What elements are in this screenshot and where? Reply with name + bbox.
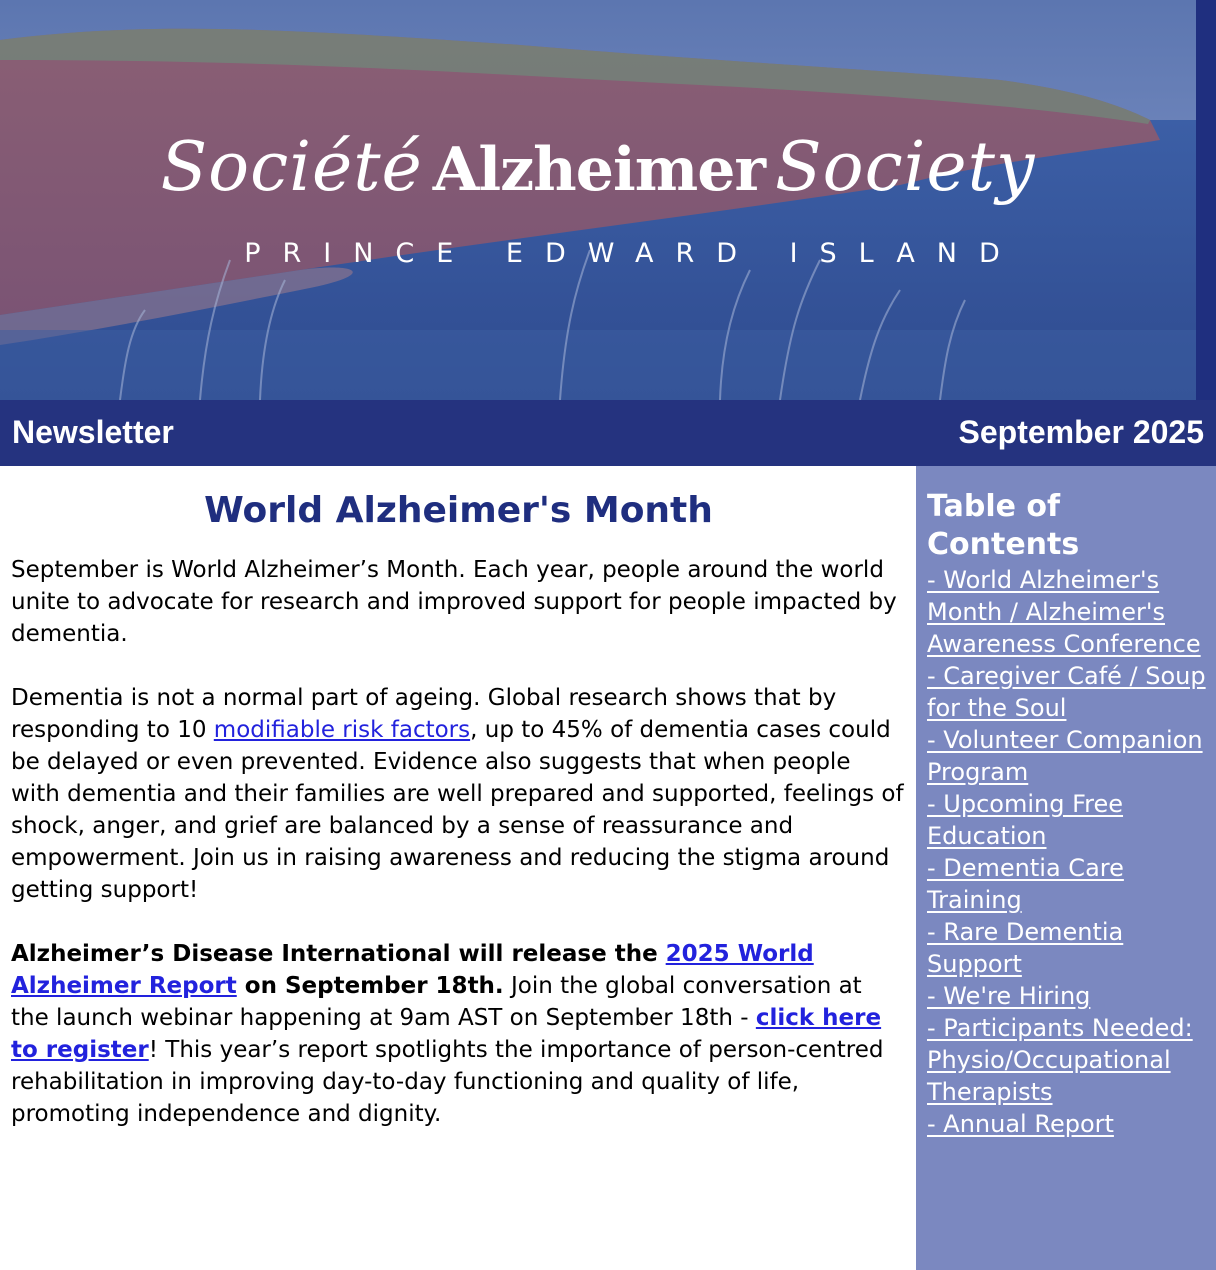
p3-bold-after: on September 18th. [236,973,504,999]
modifiable-risk-factors-link[interactable]: modifiable risk factors [213,717,471,743]
toc-item-rare-dementia-support[interactable]: - Rare Dementia Support [927,918,1124,978]
logo-alzheimer: Alzheimer [432,135,766,205]
logo-subtitle: PRINCE EDWARD ISLAND [244,238,1022,269]
p2-text-after: , up to 45% of dementia cases could be delayed or even prevented. Evidence also suggests that when people with dementia and their families are well prepared and supported, feelings of shock, anger, and grief are balanced by a sense of reassurance and empowerment. Join us in raising awareness and reducing the stigma around getting support! [11,717,904,903]
toc-heading: Table of Contents [927,489,1080,562]
article-paragraph-1: September is World Alzheimer’s Month. Each year, people around the world unite to advocate for research and improved support for people impacted by dementia. [11,557,897,647]
article-title: World Alzheimer's Month [204,490,713,531]
toc-item-were-hiring[interactable]: - We're Hiring [927,982,1091,1010]
toc-item-participants-needed[interactable]: - Participants Needed: Physio/Occupational Therapists [927,1014,1193,1106]
report-link-label: 2025 World Alzheimer Report [11,941,814,999]
toc-item-volunteer-companion[interactable]: - Volunteer Companion Program [927,726,1203,786]
register-link-label: click here to register [11,1005,882,1063]
p2-text-before: Dementia is not a normal part of ageing. Global research shows that by responding to 10 [11,685,837,743]
header-banner [0,0,1196,400]
table-of-contents [916,466,1216,1270]
toc-item-caregiver-cafe[interactable]: - Caregiver Café / Soup for the Soul [927,662,1206,722]
p3-text-a: Join the global conversation at the launch webinar happening at 9am AST on September 18th - [11,973,862,1031]
toc-item-world-alzheimers-month[interactable]: - World Alzheimer's Month / Alzheimer's Awareness Conference [927,566,1201,658]
article-paragraph-2 [11,682,906,906]
society-logo [0,128,1196,207]
banner-edge [1196,0,1216,400]
article [11,466,906,1162]
toc-item-upcoming-education[interactable]: - Upcoming Free Education [927,790,1124,850]
p3-bold-before: Alzheimer’s Disease International will release the [11,941,666,967]
p3-text-b: ! This year’s report spotlights the importance of person-centred rehabilitation in improving day-to-day functioning and quality of life, promoting independence and dignity. [11,1037,884,1127]
toc-item-dementia-care-training[interactable]: - Dementia Care Training [927,854,1124,914]
newsletter-date: September 2025 [958,414,1204,450]
newsletter-title-bar [0,400,1216,466]
article-paragraph-3 [11,938,906,1130]
toc-item-annual-report[interactable]: - Annual Report [927,1110,1114,1138]
logo-society: Society [775,128,1036,207]
newsletter-label: Newsletter [12,414,174,450]
logo-societe: Société [160,128,423,207]
